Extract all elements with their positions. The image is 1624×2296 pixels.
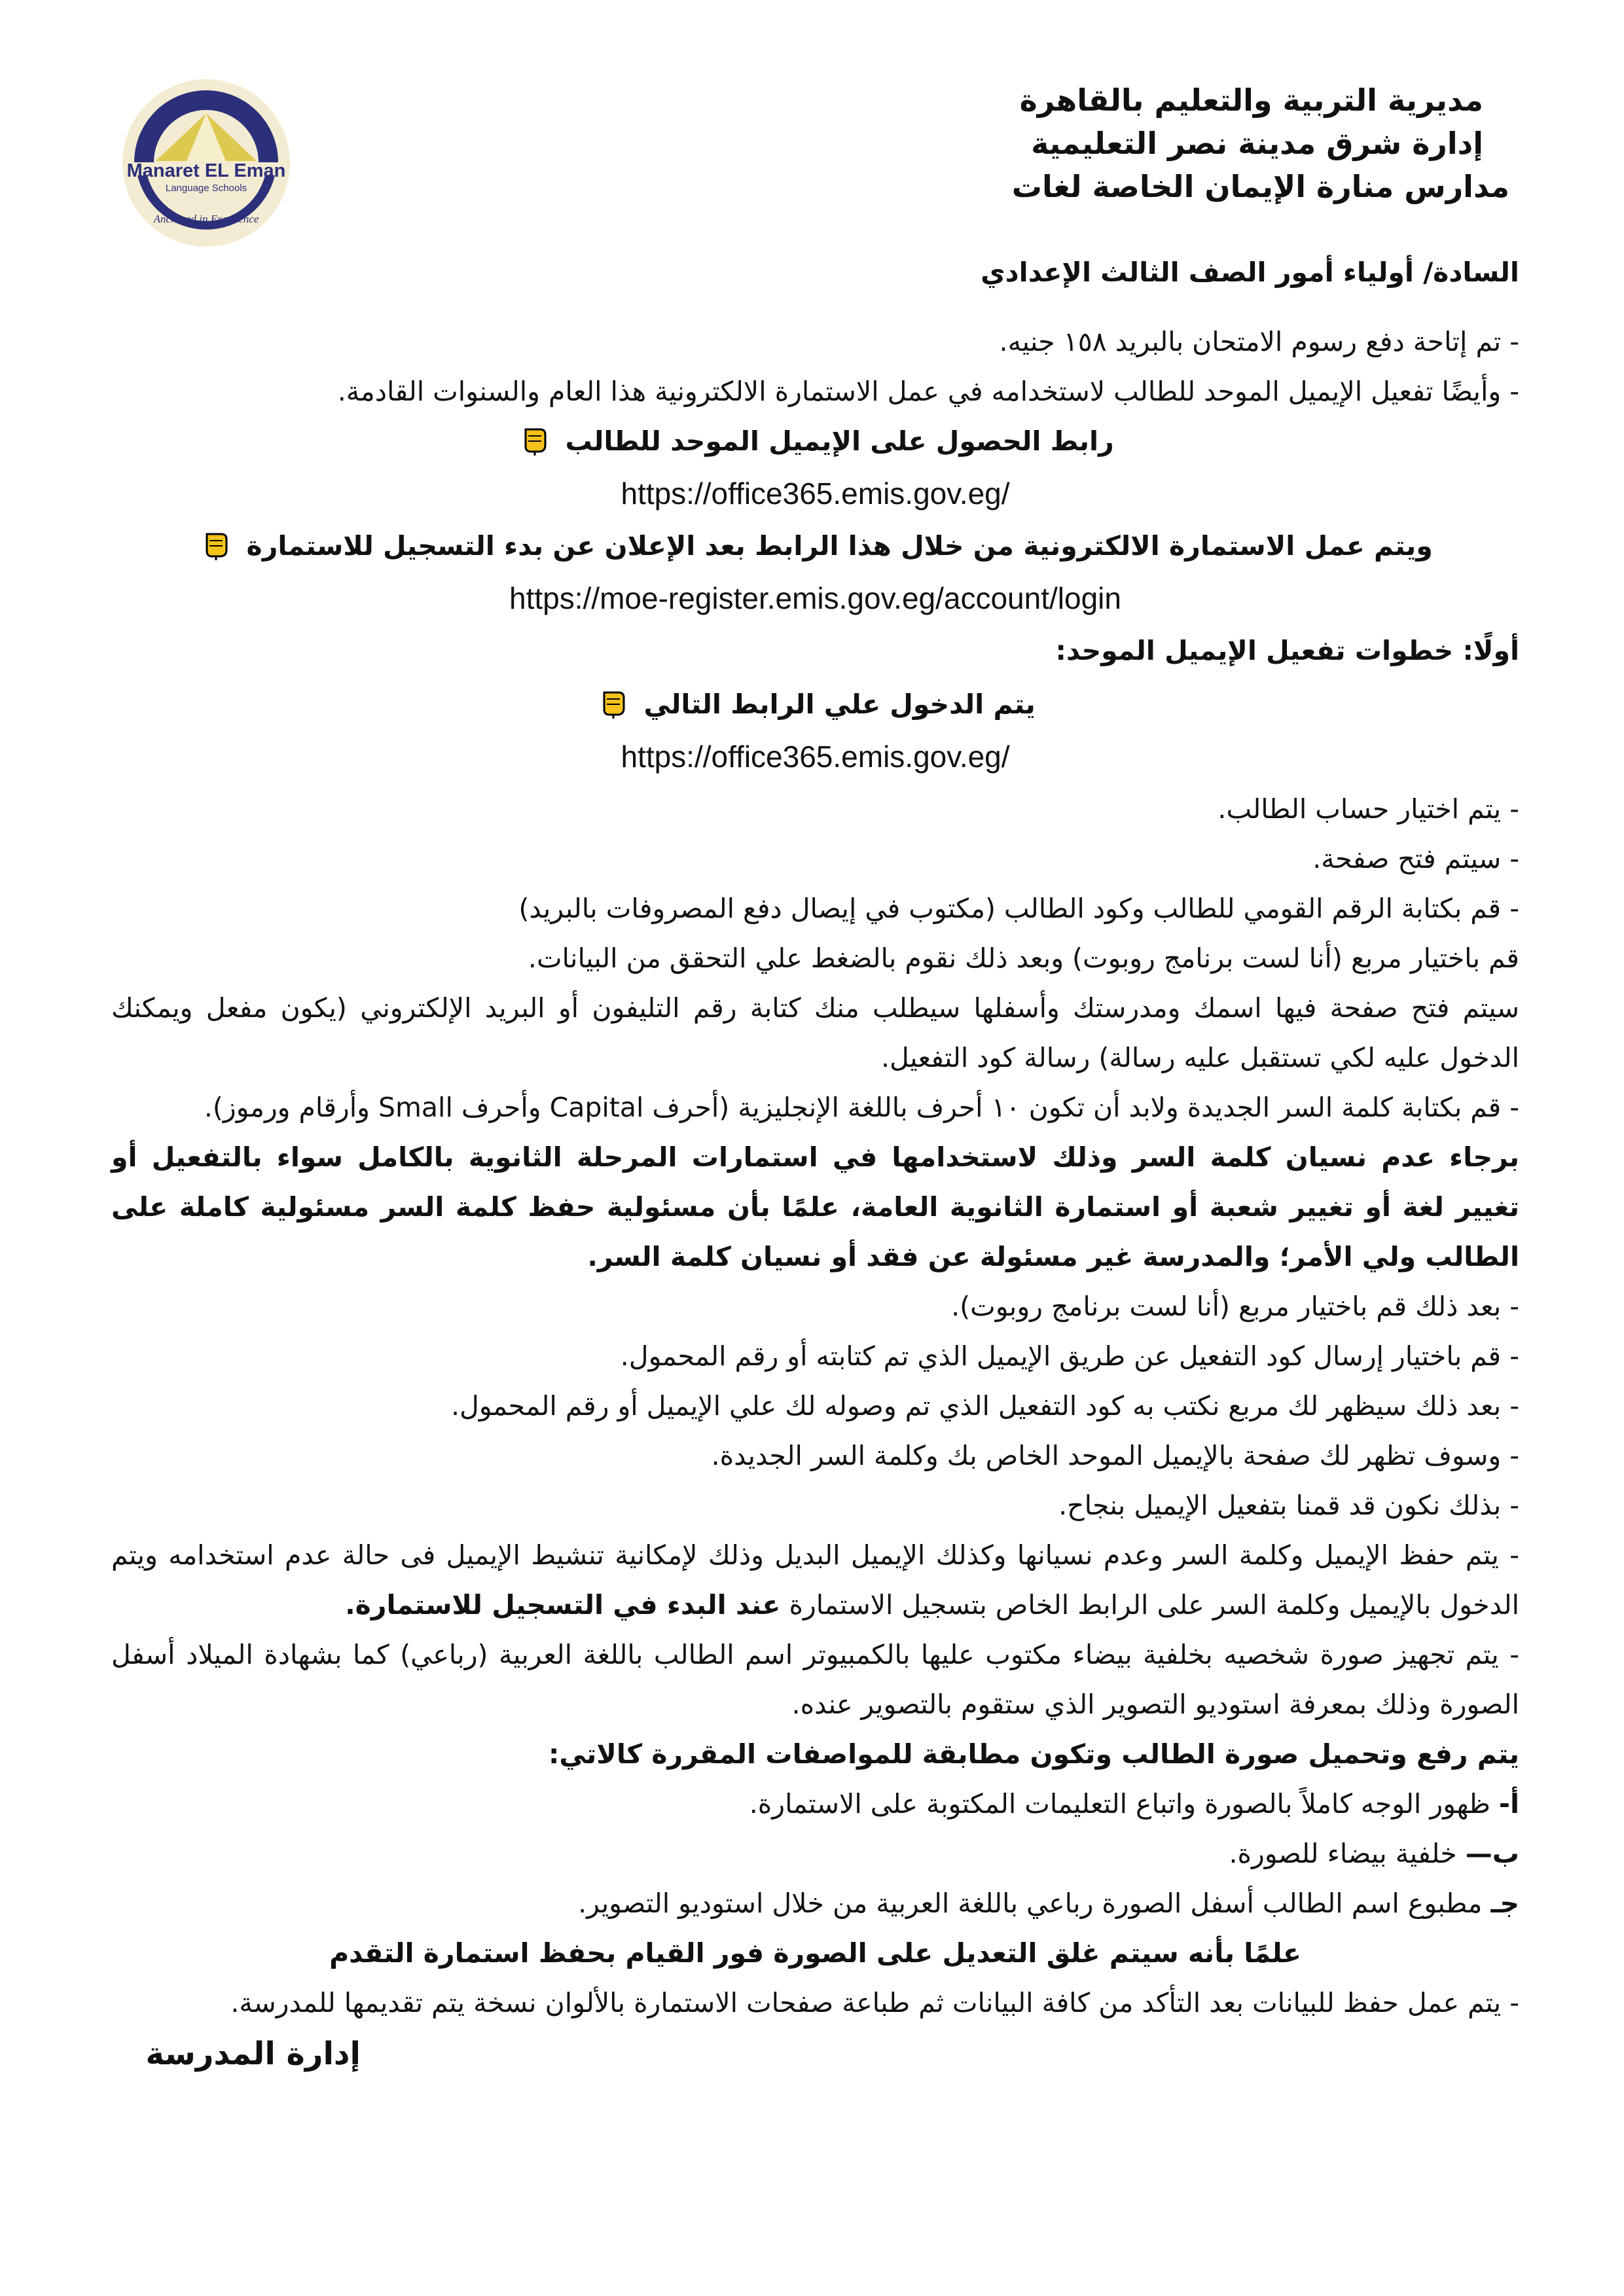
step-line: - وسوف تظهر لك صفحة بالإيميل الموحد الخاص بك وكلمة السر الجديدة.: [711, 1440, 1519, 1471]
spec-text: مطبوع اسم الطالب أسفل الصورة رباعي باللغة العربية من خلال استوديو التصوير.: [578, 1888, 1483, 1919]
step-line: - قم بكتابة كلمة السر الجديدة ولابد أن تكون ١٠ أحرف باللغة الإنجليزية (أحرف Capital وأحرف Small وأرقام ورموز).: [204, 1092, 1519, 1123]
step-line: - قم باختيار إرسال كود التفعيل عن طريق الإيميل الذي تم كتابته أو رقم المحمول.: [620, 1340, 1519, 1372]
pointing-hand-icon: [600, 689, 629, 719]
step-line: - قم بكتابة الرقم القومي للطالب وكود الطالب (مكتوب في إيصال دفع المصروفات بالبريد): [518, 893, 1519, 924]
link3-label-row: [111, 679, 1519, 729]
save-note: [111, 1530, 1519, 1630]
final-note: - يتم عمل حفظ للبيانات بعد التأكد من كافة البيانات ثم طباعة صفحات الاستمارة بالألوان نسخة يتم تقديمها للمدرسة.: [230, 1987, 1519, 2018]
pointing-hand-icon: [203, 530, 232, 560]
logo-motto: Anchored in Excellence: [153, 213, 259, 225]
spec-text: ظهور الوجه كاملاً بالصورة واتباع التعليمات المكتوبة على الاستمارة.: [749, 1788, 1490, 1820]
photo-warning: علمًا بأنه سيتم غلق التعديل على الصورة فور القيام بحفظ استمارة التقدم: [329, 1937, 1301, 1969]
signoff: إدارة المدرسة: [145, 2036, 361, 2072]
spec-letter: جـ: [1490, 1888, 1519, 1919]
spec-letter: أ-: [1498, 1788, 1519, 1820]
logo-sub: Language Schools: [165, 183, 247, 194]
step-line: - بعد ذلك قم باختيار مربع (أنا لست برنامج روبوت).: [951, 1291, 1519, 1322]
addressee: السادة/ أولياء أمور الصف الثالث الإعدادي: [981, 257, 1519, 288]
link1-url[interactable]: https://office365.emis.gov.eg/: [621, 476, 1010, 511]
save-note-text: - يتم حفظ الإيميل وكلمة السر وعدم نسيانها وكذلك الإيميل البديل وذلك لإمكانية تنشيط الإيميل فى حالة عدم استخدامه ويتم الدخول بالإيميل وكلمة السر على الرابط الخاص بتسجيل الاستمارة: [111, 1539, 1519, 1621]
step-line: - سيتم فتح صفحة.: [1312, 843, 1519, 874]
link3-url[interactable]: https://office365.emis.gov.eg/: [621, 740, 1010, 774]
step-line: سيتم فتح صفحة فيها اسمك ومدرستك وأسفلها سيطلب منك كتابة رقم التليفون أو البريد الإلكتروني (يكون مفعل ويمكنك الدخول عليه لكي تستقبل عليه رسالة) رسالة كود التفعيل.: [111, 992, 1519, 1073]
step-line: - بعد ذلك سيظهر لك مربع نكتب به كود التفعيل الذي تم وصوله لك علي الإيميل أو رقم المحمول.: [450, 1390, 1519, 1422]
spec-text: خلفية بيضاء للصورة.: [1229, 1838, 1457, 1869]
section1-title: أولًا: خطوات تفعيل الإيميل الموحد:: [1055, 635, 1519, 666]
link2-url[interactable]: https://moe-register.emis.gov.eg/account/login: [509, 581, 1121, 615]
photo-title: يتم رفع وتحميل صورة الطالب وتكون مطابقة للمواصفات المقررة كالاتي:: [549, 1738, 1519, 1770]
header-line-directorate: مديرية التربية والتعليم بالقاهرة: [1019, 82, 1483, 118]
photo-spec: [111, 1878, 1519, 1928]
header-line-school: مدارس منارة الإيمان الخاصة لغات: [1011, 169, 1509, 204]
letter-body: [111, 247, 1519, 2028]
link2-label-row: [111, 521, 1519, 571]
logo-name: Manaret EL Eman: [126, 160, 286, 181]
school-logo: [98, 77, 314, 249]
link1-label: رابط الحصول على الإيميل الموحد للطالب: [565, 425, 1114, 457]
link2-label: ويتم عمل الاستمارة الالكترونية من خلال هذا الرابط بعد الإعلان عن بدء التسجيل للاستمارة: [246, 530, 1433, 562]
intro-line: - تم إتاحة دفع رسوم الامتحان بالبريد ١٥٨ جنيه.: [999, 326, 1519, 357]
intro-line: - وأيضًا تفعيل الإيميل الموحد للطالب لاستخدامه في عمل الاستمارة الالكترونية هذا العام والسنوات القادمة.: [337, 376, 1519, 407]
spec-letter: ب—: [1465, 1838, 1519, 1869]
header-line-administration: إدارة شرق مدينة نصر التعليمية: [1031, 126, 1483, 161]
photo-note: - يتم تجهيز صورة شخصيه بخلفية بيضاء مكتوب عليها بالكمبيوتر اسم الطالب باللغة العربية (رباعي) كما بشهادة الميلاد أسفل الصورة وذلك بمعرفة استوديو التصوير الذي ستقوم بالتصوير عنده.: [111, 1639, 1519, 1720]
photo-spec: [111, 1779, 1519, 1829]
password-warning: برجاء عدم نسيان كلمة السر وذلك لاستخدامها في استمارات المرحلة الثانوية بالكامل سواء بالتفعيل أو تغيير لغة أو تغيير شعبة أو استمارة الثانوية العامة، علمًا بأن مسئولية حفظ كلمة السر مسئولية كاملة على الطالب ولي الأمر؛ والمدرسة غير مسئولة عن فقد أو نسيان كلمة السر.: [111, 1141, 1519, 1272]
step-line: - بذلك نكون قد قمنا بتفعيل الإيميل بنجاح.: [1058, 1490, 1519, 1521]
photo-spec: [111, 1829, 1519, 1878]
step-line: قم باختيار مربع (أنا لست برنامج روبوت) وبعد ذلك نقوم بالضغط علي التحقق من البيانات.: [528, 942, 1519, 974]
save-note-bold: عند البدء في التسجيل للاستمارة.: [345, 1589, 781, 1621]
link3-label: يتم الدخول علي الرابط التالي: [643, 689, 1036, 720]
pointing-hand-icon: [522, 425, 550, 456]
step-line: - يتم اختيار حساب الطالب.: [1218, 793, 1519, 825]
letterhead: [1012, 79, 1509, 208]
link1-label-row: [111, 416, 1519, 466]
